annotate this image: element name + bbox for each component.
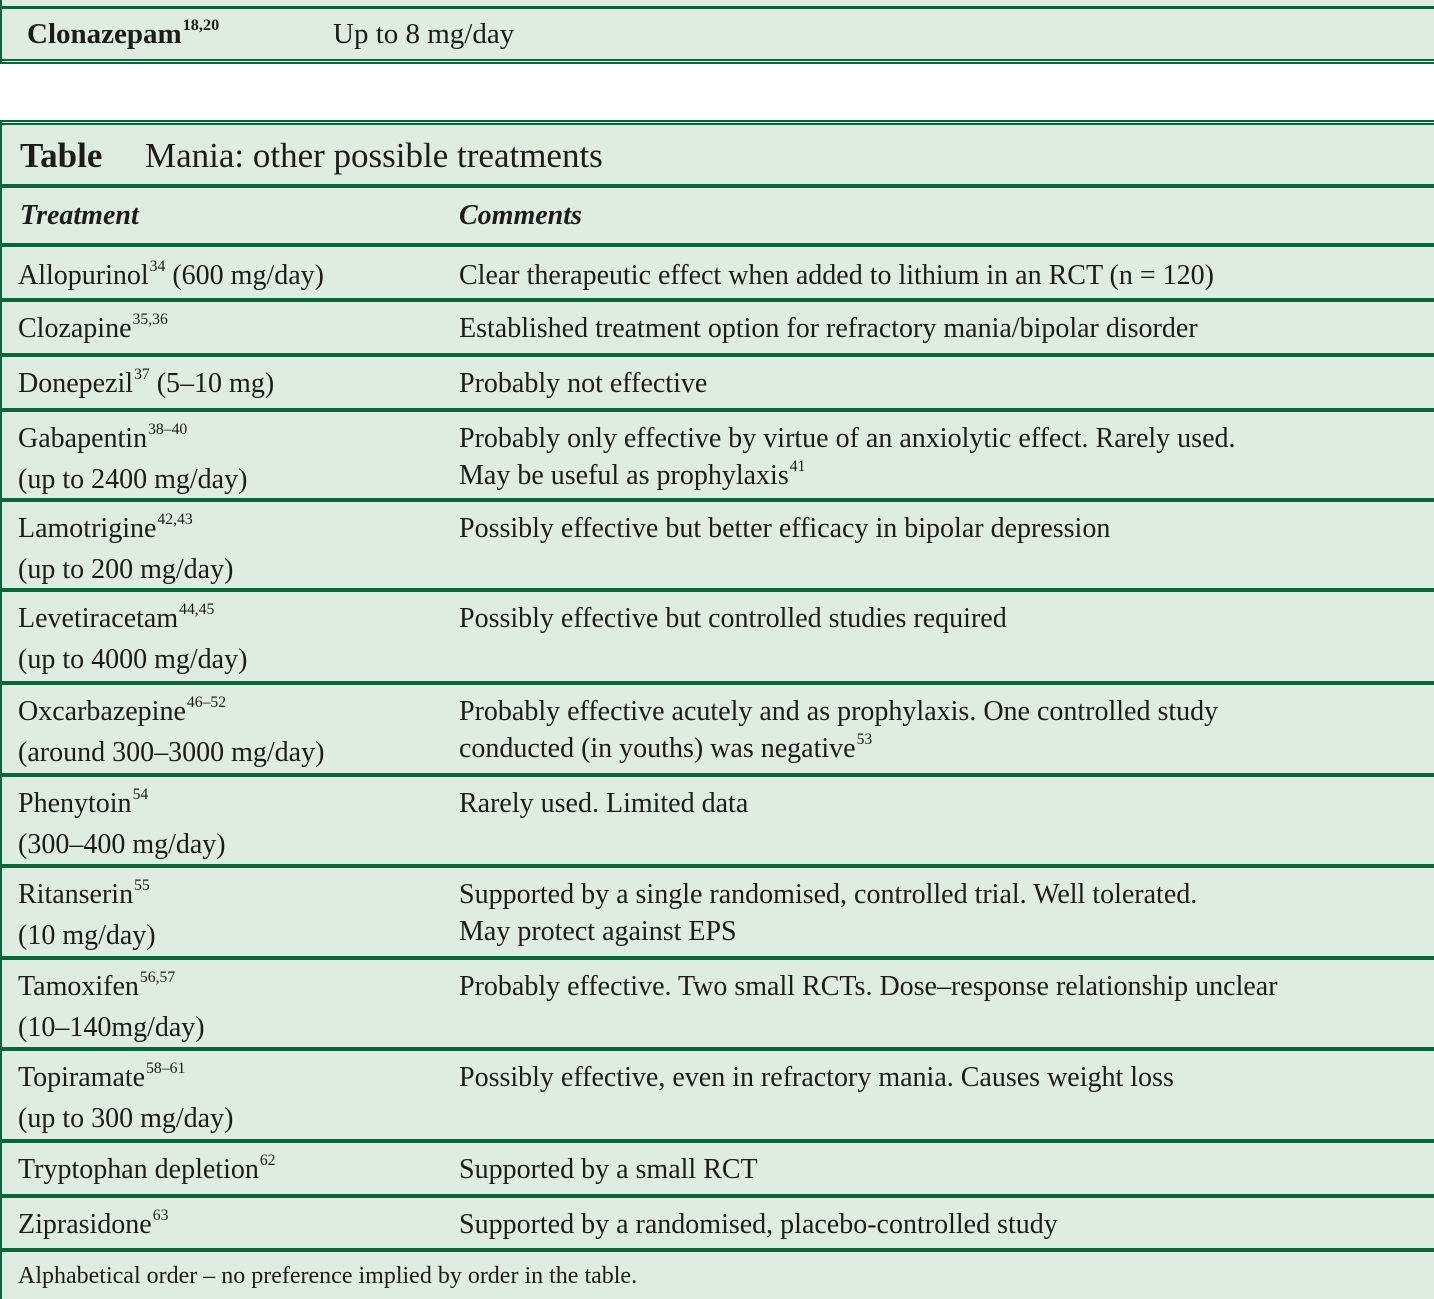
reference-superscript: 37 — [134, 366, 150, 384]
comment-text: Supported by a single randomised, controlled trial. Well tolerated. — [459, 879, 1198, 910]
reference-superscript: 44,45 — [179, 601, 215, 619]
treatment-name: Tryptophan depletion — [18, 1154, 259, 1185]
divider — [0, 62, 1434, 64]
comment-text: Possibly effective but better efficacy in bipolar depression — [459, 513, 1111, 544]
divider — [0, 1248, 1434, 1252]
comment-text-line2: conducted (in youths) was negative$^{53}$ — [459, 731, 873, 764]
table-row — [0, 958, 1434, 1049]
treatment-name: Lamotrigine — [18, 513, 157, 544]
table-header-row — [0, 187, 1434, 245]
table-row — [0, 866, 1434, 958]
treatment-name: Clozapine — [18, 313, 132, 344]
comment-text-line2: May protect against EPS — [459, 916, 737, 947]
reference-superscript: 55 — [134, 877, 150, 895]
treatment-name: Ritanserin — [18, 879, 134, 910]
table-row — [0, 1196, 1434, 1250]
table-row — [0, 300, 1434, 355]
comment-text: Rarely used. Limited data — [459, 788, 749, 819]
reference-superscript: 18,20 — [182, 16, 220, 35]
comment-text: Clear therapeutic effect when added to lithium in an RCT (n = 120) — [459, 260, 1214, 291]
comment-text: Possibly effective but controlled studies required — [459, 603, 1007, 634]
comment-text: Possibly effective, even in refractory mania. Causes weight loss — [459, 1062, 1174, 1093]
table-row — [0, 1141, 1434, 1196]
column-header-treatment: Treatment — [20, 200, 139, 231]
treatment-name: Gabapentin — [18, 423, 148, 454]
reference-superscript: 62 — [259, 1152, 276, 1170]
treatment-cell — [18, 310, 448, 351]
treatment-cell — [18, 876, 448, 954]
treatment-dose: (10 mg/day) — [18, 920, 156, 951]
reference-superscript: 58–61 — [146, 1060, 186, 1078]
treatment-cell — [18, 1059, 448, 1137]
table-row — [0, 500, 1434, 590]
table-row — [0, 247, 1434, 300]
comment-cell — [459, 693, 1429, 771]
column-header-comments: Comments — [459, 200, 582, 231]
treatment-dose: (up to 200 mg/day) — [18, 554, 234, 585]
table-row — [0, 410, 1434, 500]
treatment-cell — [18, 1151, 448, 1192]
divider — [0, 120, 1434, 122]
comment-text: Supported by a small RCT — [459, 1154, 758, 1185]
comment-cell — [459, 600, 1429, 637]
reference-superscript: 56,57 — [139, 969, 176, 987]
comment-cell — [459, 365, 1429, 402]
dose-text: Up to 8 mg/day — [333, 18, 515, 50]
treatments-table — [0, 120, 1434, 1299]
treatment-dose: (up to 2400 mg/day) — [18, 464, 248, 495]
treatment-dose: (up to 300 mg/day) — [18, 1103, 234, 1134]
comment-text-line2: May be useful as prophylaxis$^{41}$ — [459, 458, 806, 491]
divider — [0, 59, 1434, 61]
treatment-name: Oxcarbazepine — [18, 696, 186, 727]
comment-cell — [459, 1151, 1429, 1188]
table-row — [0, 590, 1434, 683]
treatment-name: Donepezil — [18, 368, 134, 399]
treatment-name: Levetiracetam — [18, 603, 179, 634]
reference-superscript: 46–52 — [186, 694, 227, 712]
reference-superscript: 35,36 — [132, 311, 168, 329]
comment-cell — [459, 1059, 1429, 1096]
table-label: Table — [20, 136, 103, 175]
table-row — [0, 683, 1434, 775]
treatment-dose: (300–400 mg/day) — [18, 829, 226, 860]
comment-cell — [459, 257, 1429, 294]
reference-superscript: 38–40 — [148, 421, 188, 439]
treatment-name: Ziprasidone — [18, 1209, 152, 1240]
comment-text: Probably effective. Two small RCTs. Dose–response relationship unclear — [459, 971, 1278, 1002]
comment-text: Probably not effective — [459, 368, 708, 399]
treatment-name: Allopurinol — [18, 260, 149, 291]
comment-cell — [459, 310, 1429, 347]
table-footnote: Alphabetical order – no preference implied by order in the table. — [18, 1263, 638, 1289]
table-row — [0, 355, 1434, 410]
treatment-cell — [18, 257, 448, 298]
treatment-name: Tamoxifen — [18, 971, 139, 1002]
table-title-text: Mania: other possible treatments — [145, 136, 603, 175]
reference-superscript: 53 — [856, 731, 873, 749]
comment-cell — [459, 785, 1429, 822]
comment-text: Supported by a randomised, placebo-controlled study — [459, 1209, 1058, 1240]
treatment-cell — [18, 365, 448, 406]
treatment-cell — [18, 1206, 448, 1247]
reference-superscript: 41 — [789, 458, 806, 476]
comment-cell — [459, 968, 1429, 1005]
treatment-cell — [18, 968, 448, 1046]
treatment-cell — [18, 600, 448, 678]
treatment-dose: (5–10 mg) — [156, 368, 275, 399]
comment-text: Established treatment option for refractory mania/bipolar disorder — [459, 313, 1198, 344]
treatment-cell — [18, 785, 448, 863]
drug-name: Clonazepam$^{18,20}$ — [27, 16, 220, 50]
table-row — [0, 1049, 1434, 1141]
treatment-dose: (600 mg/day) — [172, 260, 324, 291]
treatment-dose: (around 300–3000 mg/day) — [18, 737, 325, 768]
comment-cell — [459, 420, 1429, 498]
reference-superscript: 54 — [132, 786, 149, 804]
treatment-cell — [18, 693, 448, 771]
table-row — [0, 775, 1434, 866]
comment-cell — [459, 1206, 1429, 1243]
reference-superscript: 42,43 — [157, 511, 193, 529]
table-row — [0, 8, 1434, 60]
comment-cell — [459, 510, 1429, 547]
previous-table-fragment — [0, 0, 1434, 64]
comment-cell — [459, 876, 1429, 950]
treatment-name: Phenytoin — [18, 788, 132, 819]
reference-superscript: 34 — [149, 258, 166, 276]
reference-superscript: 63 — [152, 1207, 169, 1225]
treatment-dose: (10–140mg/day) — [18, 1012, 205, 1043]
treatment-name: Topiramate — [18, 1062, 146, 1093]
treatment-cell — [18, 420, 448, 498]
treatment-dose: (up to 4000 mg/day) — [18, 644, 248, 675]
table-title — [0, 125, 1434, 187]
comment-text: Probably effective acutely and as prophylaxis. One controlled study — [459, 696, 1219, 727]
treatment-cell — [18, 510, 448, 588]
comment-text: Probably only effective by virtue of an anxiolytic effect. Rarely used. — [459, 423, 1236, 454]
